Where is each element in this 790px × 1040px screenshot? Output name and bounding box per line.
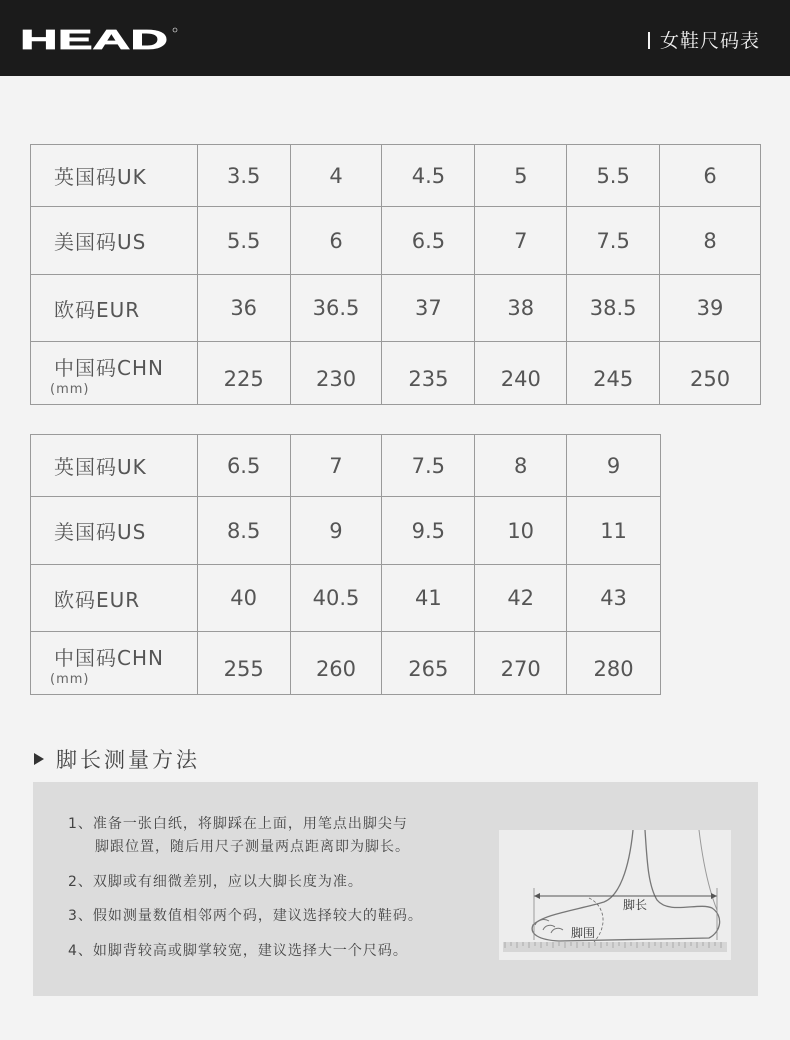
size-cell: 9 (290, 497, 382, 565)
section-title-text: 脚长测量方法 (56, 748, 200, 772)
page-title (648, 28, 760, 54)
size-cell: 265 (382, 632, 475, 695)
size-cell: 240 (475, 342, 567, 405)
size-table-2 (30, 434, 661, 695)
table-row (31, 145, 761, 207)
size-cell: 40 (197, 565, 290, 632)
step-text: 1、准备一张白纸，将脚踩在上面，用笔点出脚尖与 (68, 816, 408, 832)
size-cell: 6.5 (382, 207, 475, 275)
table-row (31, 207, 761, 275)
size-cell: 9.5 (382, 497, 475, 565)
step-text: 2、双脚或有细微差别，应以大脚长度为准。 (68, 874, 363, 890)
size-cell: 38.5 (567, 275, 660, 342)
size-cell: 3.5 (197, 145, 290, 207)
size-cell: 270 (475, 632, 567, 695)
measure-instructions (33, 782, 758, 996)
row-label: 欧码EUR (31, 275, 198, 342)
size-cell: 7.5 (567, 207, 660, 275)
size-cell: 38 (475, 275, 567, 342)
table-row (31, 275, 761, 342)
size-cell: 5 (475, 145, 567, 207)
size-cell: 5.5 (197, 207, 290, 275)
size-cell: 4.5 (382, 145, 475, 207)
size-table-1 (30, 144, 761, 405)
size-cell: 10 (475, 497, 567, 565)
size-cell: 39 (660, 275, 761, 342)
row-label: 中国码CHN (54, 646, 164, 670)
unit-label: (mm) (50, 382, 90, 397)
size-cell: 41 (382, 565, 475, 632)
size-cell: 280 (567, 632, 661, 695)
row-label-cell (31, 632, 198, 695)
size-cell: 225 (197, 342, 290, 405)
table-row (31, 435, 661, 497)
size-cell: 230 (290, 342, 382, 405)
row-label: 美国码US (31, 207, 198, 275)
row-label: 英国码UK (31, 435, 198, 497)
row-label-cell (31, 342, 198, 405)
unit-label: (mm) (50, 672, 90, 687)
size-cell: 37 (382, 275, 475, 342)
size-cell: 11 (567, 497, 661, 565)
step-text: 脚跟位置，随后用尺子测量两点距离即为脚长。 (95, 839, 410, 855)
size-cell: 4 (290, 145, 382, 207)
size-cell: 6 (660, 145, 761, 207)
size-cell: 6.5 (197, 435, 290, 497)
size-cell: 40.5 (290, 565, 382, 632)
size-cell: 42 (475, 565, 567, 632)
size-cell: 7.5 (382, 435, 475, 497)
size-cell: 36.5 (290, 275, 382, 342)
foot-measure-illustration (499, 830, 731, 960)
size-cell: 255 (197, 632, 290, 695)
triangle-bullet-icon (34, 753, 44, 765)
table-row (31, 497, 661, 565)
step-text: 4、如脚背较高或脚掌较宽，建议选择大一个尺码。 (68, 943, 408, 959)
foot-girth-label: 脚围 (571, 926, 596, 940)
row-label: 英国码UK (31, 145, 198, 207)
size-cell: 7 (475, 207, 567, 275)
size-cell: 260 (290, 632, 382, 695)
size-cell: 8 (660, 207, 761, 275)
size-cell: 8.5 (197, 497, 290, 565)
row-label: 美国码US (31, 497, 198, 565)
size-cell: 8 (475, 435, 567, 497)
size-cell: 9 (567, 435, 661, 497)
row-label: 中国码CHN (54, 356, 164, 380)
size-cell: 245 (567, 342, 660, 405)
size-cell: 6 (290, 207, 382, 275)
head-logo (20, 26, 178, 52)
page-title-text: 女鞋尺码表 (659, 30, 760, 52)
size-cell: 36 (197, 275, 290, 342)
brand-text: HEAD (20, 26, 168, 52)
table-row (31, 632, 661, 695)
step-text: 3、假如测量数值相邻两个码，建议选择较大的鞋码。 (68, 908, 423, 924)
size-cell: 5.5 (567, 145, 660, 207)
section-title (34, 744, 200, 774)
row-label: 欧码EUR (31, 565, 198, 632)
table-row (31, 565, 661, 632)
size-cell: 235 (382, 342, 475, 405)
page-header (0, 0, 790, 76)
size-cell: 250 (660, 342, 761, 405)
table-row (31, 342, 761, 405)
foot-icon (499, 830, 731, 960)
size-cell: 7 (290, 435, 382, 497)
size-cell: 43 (567, 565, 661, 632)
foot-length-label: 脚长 (623, 898, 648, 912)
